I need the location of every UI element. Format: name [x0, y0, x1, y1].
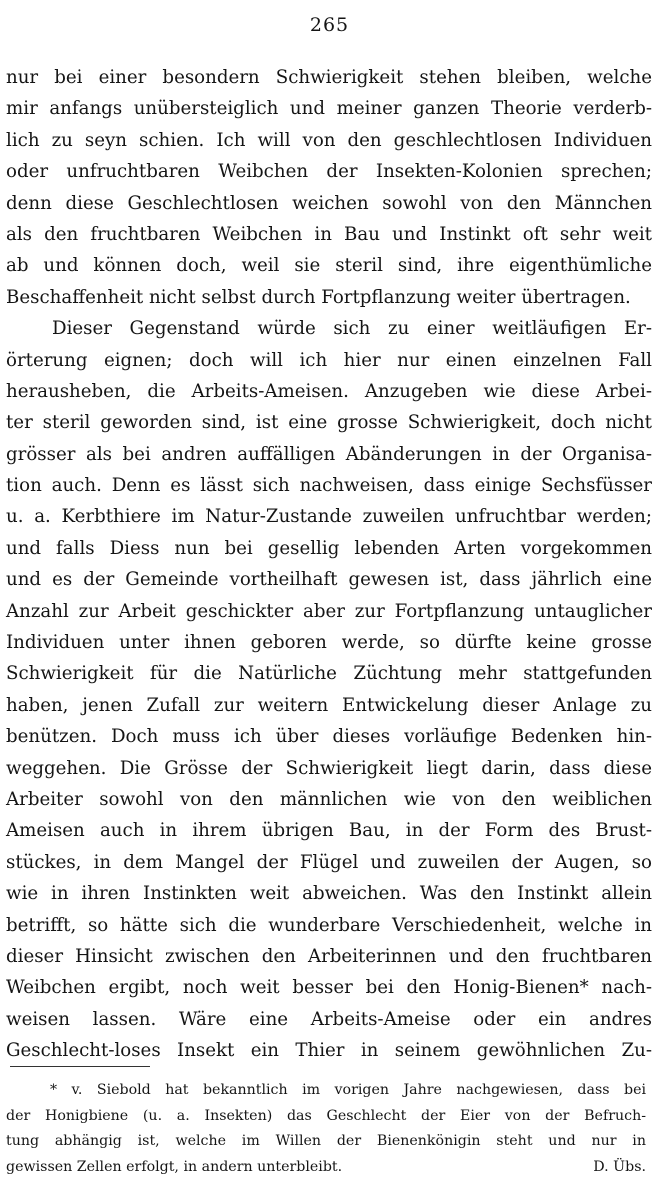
text-line: mir anfangs unübersteiglich und meiner ganzen Theorie verderb-: [6, 98, 652, 120]
text-line: Geschlecht-loses Insekt ein Thier in seinem gewöhnlichen Zu-: [6, 1040, 652, 1062]
text-line: oder unfruchtbaren Weibchen der Insekten-Kolonien sprechen;: [6, 161, 652, 183]
text-line: als den fruchtbaren Weibchen in Bau und Instinkt oft sehr weit: [6, 223, 652, 245]
text-line: herausheben, die Arbeits-Ameisen. Anzugeben wie diese Arbei-: [6, 380, 652, 402]
text-line: Ameisen auch in ihrem übrigen Bau, in der Form des Brust-: [6, 820, 652, 842]
text-line: ter steril geworden sind, ist eine grosse Schwierigkeit, doch nicht: [6, 412, 652, 434]
footnote-last-line: [6, 1155, 646, 1181]
main-text-block: [6, 62, 652, 1067]
footnote-line: der Honigbiene (u. a. Insekten) das Geschlecht der Eier von der Befruch-: [6, 1107, 646, 1124]
text-line: nur bei einer besondern Schwierigkeit stehen bleiben, welche: [6, 67, 652, 88]
text-line: u. a. Kerbthiere im Natur-Zustande zuweilen unfruchtbar werden;: [6, 506, 652, 528]
text-line: Beschaffenheit nicht selbst durch Fortpflanzung weiter übertragen.: [6, 286, 631, 308]
text-line: tion auch. Denn es lässt sich nachweisen, dass einige Sechsfüsser: [6, 475, 652, 497]
footnote-block: [6, 1078, 646, 1180]
text-line: Weibchen ergibt, noch weit besser bei den Honig-Bienen* nach-: [6, 977, 652, 999]
text-line: stückes, in dem Mangel der Flügel und zuweilen der Augen, so: [6, 851, 652, 873]
footnote-line: gewissen Zellen erfolgt, in andern unterbleibt.: [6, 1158, 343, 1175]
text-line: betrifft, so hätte sich die wunderbare Verschiedenheit, welche in: [6, 914, 652, 936]
paragraph-start-line: Dieser Gegenstand würde sich zu einer weitläufigen Er-: [52, 318, 652, 340]
text-line: Arbeiter sowohl von den männlichen wie von den weiblichen: [6, 788, 652, 810]
text-line: weggehen. Die Grösse der Schwierigkeit liegt darin, dass diese: [6, 757, 652, 779]
text-line: haben, jenen Zufall zur weitern Entwickelung dieser Anlage zu: [6, 694, 652, 716]
translator-signature: D. Übs.: [593, 1158, 646, 1175]
text-line: denn diese Geschlechtlosen weichen sowohl von den Männchen: [6, 192, 652, 214]
text-line: örterung eignen; doch will ich hier nur einen einzelnen Fall: [6, 349, 652, 371]
text-line: und es der Gemeinde vortheilhaft gewesen ist, dass jährlich eine: [6, 569, 652, 591]
text-line: weisen lassen. Wäre eine Arbeits-Ameise oder ein andres: [6, 1008, 652, 1030]
footnote-divider: [10, 1066, 150, 1067]
text-line: benützen. Doch muss ich über dieses vorläufige Bedenken hin-: [6, 726, 652, 748]
text-line: lich zu seyn schien. Ich will von den geschlechtlosen Individuen: [6, 129, 652, 151]
footnote-line: tung abhängig ist, welche im Willen der Bienenkönigin steht und nur in: [6, 1133, 646, 1149]
text-line: ab und können doch, weil sie steril sind, ihre eigenthümliche: [6, 255, 652, 277]
text-line: Individuen unter ihnen geboren werde, so dürfte keine grosse: [6, 632, 652, 654]
text-line: wie in ihren Instinkten weit abweichen. Was den Instinkt allein: [6, 883, 652, 905]
text-line: grösser als bei andren auffälligen Abänderungen in der Organisa-: [6, 443, 652, 465]
page-number: 265: [309, 14, 350, 36]
text-line: Anzahl zur Arbeit geschickter aber zur Fortpflanzung untauglicher: [6, 600, 652, 622]
footnote-line: * v. Siebold hat bekanntlich im vorigen Jahre nachgewiesen, dass bei: [50, 1082, 646, 1098]
text-line: Schwierigkeit für die Natürliche Züchtung mehr stattgefunden: [6, 663, 652, 685]
text-line: dieser Hinsicht zwischen den Arbeiterinnen und den fruchtbaren: [6, 945, 652, 967]
text-line: und falls Diess nun bei gesellig lebenden Arten vorgekommen: [6, 537, 652, 559]
